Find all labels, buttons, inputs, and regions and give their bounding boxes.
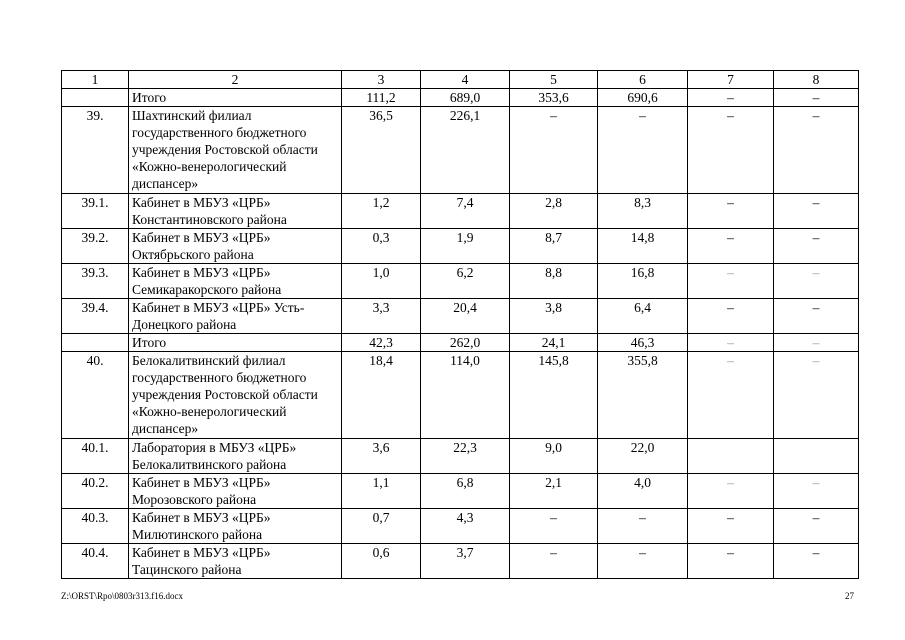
cell-col4: 3,7 (421, 544, 510, 579)
cell-col6: – (598, 107, 688, 194)
cell-col6: 6,4 (598, 299, 688, 334)
cell-col6: 14,8 (598, 229, 688, 264)
cell-col7: – (688, 352, 774, 439)
table-row (62, 544, 859, 579)
cell-col5: – (510, 509, 598, 544)
cell-col7: – (688, 509, 774, 544)
cell-col8: – (774, 264, 859, 299)
row-name: Кабинет в МБУЗ «ЦРБ» Усть-Донецкого района (129, 299, 342, 334)
column-header: 1 (62, 71, 129, 89)
row-number: 40. (62, 352, 129, 439)
cell-col4: 4,3 (421, 509, 510, 544)
column-header: 8 (774, 71, 859, 89)
cell-col5: – (510, 544, 598, 579)
column-header: 5 (510, 71, 598, 89)
cell-col7 (688, 439, 774, 474)
cell-col4: 1,9 (421, 229, 510, 264)
page-number: 27 (845, 591, 854, 601)
cell-col3: 18,4 (342, 352, 421, 439)
row-number (62, 89, 129, 107)
row-number: 39.1. (62, 194, 129, 229)
cell-col3: 3,6 (342, 439, 421, 474)
cell-col5: 145,8 (510, 352, 598, 439)
row-number: 40.2. (62, 474, 129, 509)
cell-col5: 8,8 (510, 264, 598, 299)
cell-col6: 16,8 (598, 264, 688, 299)
table-row (62, 194, 859, 229)
cell-col7: – (688, 544, 774, 579)
cell-col6: 22,0 (598, 439, 688, 474)
cell-col8: – (774, 89, 859, 107)
row-name: Итого (129, 334, 342, 352)
cell-col7: – (688, 229, 774, 264)
row-name: Кабинет в МБУЗ «ЦРБ» Милютинского района (129, 509, 342, 544)
row-number: 40.4. (62, 544, 129, 579)
column-header: 6 (598, 71, 688, 89)
row-number: 39. (62, 107, 129, 194)
table-row (62, 299, 859, 334)
cell-col8 (774, 439, 859, 474)
column-header: 4 (421, 71, 510, 89)
cell-col5: 353,6 (510, 89, 598, 107)
cell-col4: 6,8 (421, 474, 510, 509)
cell-col5: 2,8 (510, 194, 598, 229)
table-row (62, 334, 859, 352)
cell-col6: 4,0 (598, 474, 688, 509)
row-name: Шахтинский филиал государственного бюджетного учреждения Ростовской области «Кожно-венерологический диспансер» (129, 107, 342, 194)
cell-col7: – (688, 474, 774, 509)
cell-col5: 24,1 (510, 334, 598, 352)
table-row (62, 439, 859, 474)
cell-col4: 262,0 (421, 334, 510, 352)
cell-col7: – (688, 334, 774, 352)
cell-col3: 0,6 (342, 544, 421, 579)
cell-col8: – (774, 474, 859, 509)
row-name: Белокалитвинский филиал государственного бюджетного учреждения Ростовской области «Кожно-венерологический диспансер» (129, 352, 342, 439)
cell-col5: – (510, 107, 598, 194)
table-header-row (62, 71, 859, 89)
cell-col3: 3,3 (342, 299, 421, 334)
cell-col3: 111,2 (342, 89, 421, 107)
row-name: Кабинет в МБУЗ «ЦРБ» Семикаракорского района (129, 264, 342, 299)
cell-col3: 0,3 (342, 229, 421, 264)
row-name: Кабинет в МБУЗ «ЦРБ» Октябрьского района (129, 229, 342, 264)
cell-col4: 20,4 (421, 299, 510, 334)
column-header: 2 (129, 71, 342, 89)
cell-col8: – (774, 544, 859, 579)
table-row (62, 229, 859, 264)
cell-col3: 0,7 (342, 509, 421, 544)
row-name: Кабинет в МБУЗ «ЦРБ» Тацинского района (129, 544, 342, 579)
cell-col3: 1,0 (342, 264, 421, 299)
cell-col8: – (774, 107, 859, 194)
row-name: Кабинет в МБУЗ «ЦРБ» Морозовского района (129, 474, 342, 509)
table-row (62, 474, 859, 509)
row-number: 40.1. (62, 439, 129, 474)
cell-col7: – (688, 264, 774, 299)
cell-col4: 689,0 (421, 89, 510, 107)
table-row (62, 352, 859, 439)
table-row (62, 89, 859, 107)
cell-col4: 114,0 (421, 352, 510, 439)
cell-col7: – (688, 89, 774, 107)
table-row (62, 107, 859, 194)
cell-col4: 226,1 (421, 107, 510, 194)
cell-col8: – (774, 509, 859, 544)
cell-col8: – (774, 229, 859, 264)
cell-col6: – (598, 544, 688, 579)
row-number: 40.3. (62, 509, 129, 544)
cell-col3: 1,2 (342, 194, 421, 229)
cell-col6: 690,6 (598, 89, 688, 107)
cell-col4: 6,2 (421, 264, 510, 299)
cell-col8: – (774, 334, 859, 352)
cell-col4: 22,3 (421, 439, 510, 474)
row-number: 39.2. (62, 229, 129, 264)
row-number: 39.3. (62, 264, 129, 299)
row-name: Итого (129, 89, 342, 107)
cell-col3: 42,3 (342, 334, 421, 352)
cell-col5: 2,1 (510, 474, 598, 509)
column-header: 7 (688, 71, 774, 89)
row-name: Кабинет в МБУЗ «ЦРБ» Константиновского района (129, 194, 342, 229)
cell-col8: – (774, 299, 859, 334)
data-table (61, 70, 859, 579)
cell-col4: 7,4 (421, 194, 510, 229)
cell-col7: – (688, 107, 774, 194)
row-number: 39.4. (62, 299, 129, 334)
table-row (62, 509, 859, 544)
cell-col6: – (598, 509, 688, 544)
cell-col7: – (688, 194, 774, 229)
cell-col7: – (688, 299, 774, 334)
cell-col5: 3,8 (510, 299, 598, 334)
row-number (62, 334, 129, 352)
footer-file-path: Z:\ORST\Rpo\0803r313.f16.docx (61, 591, 183, 601)
cell-col5: 8,7 (510, 229, 598, 264)
cell-col3: 1,1 (342, 474, 421, 509)
row-name: Лаборатория в МБУЗ «ЦРБ» Белокалитвинского района (129, 439, 342, 474)
cell-col8: – (774, 352, 859, 439)
cell-col3: 36,5 (342, 107, 421, 194)
cell-col8: – (774, 194, 859, 229)
cell-col5: 9,0 (510, 439, 598, 474)
column-header: 3 (342, 71, 421, 89)
cell-col6: 8,3 (598, 194, 688, 229)
cell-col6: 355,8 (598, 352, 688, 439)
table-row (62, 264, 859, 299)
cell-col6: 46,3 (598, 334, 688, 352)
